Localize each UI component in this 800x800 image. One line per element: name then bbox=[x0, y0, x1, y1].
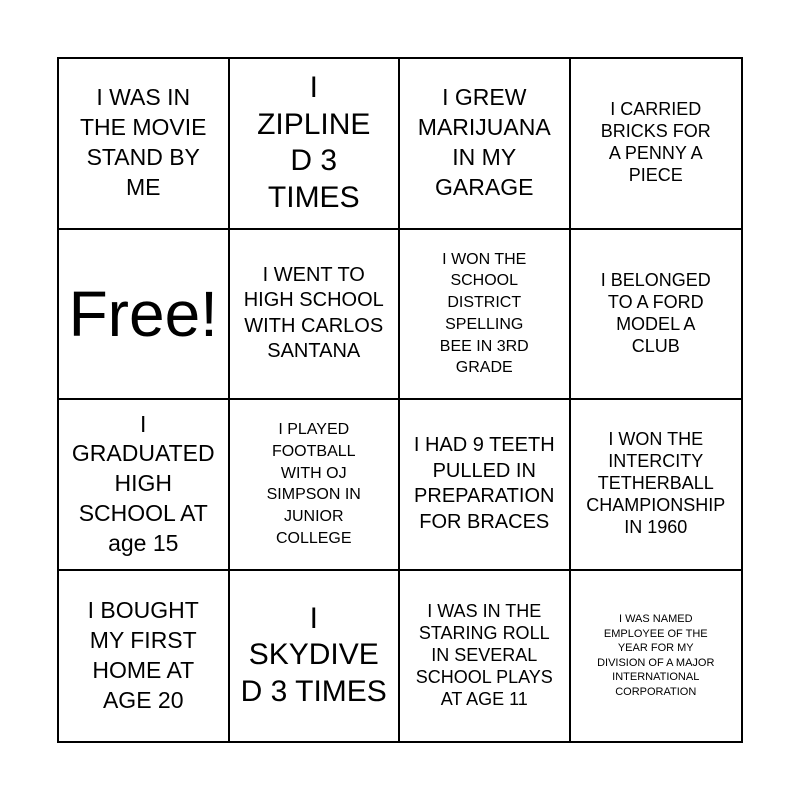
bingo-cell[interactable] bbox=[230, 59, 401, 230]
bingo-cell[interactable] bbox=[230, 400, 401, 571]
bingo-cell[interactable] bbox=[571, 59, 742, 230]
free-space-cell[interactable] bbox=[59, 230, 230, 401]
bingo-cell[interactable] bbox=[230, 571, 401, 742]
cell-label: I BOUGHT MY FIRST HOME AT AGE 20 bbox=[87, 596, 199, 713]
bingo-cell[interactable] bbox=[400, 59, 571, 230]
cell-label: I HAD 9 TEETH PULLED IN PREPARATION FOR BRACES bbox=[413, 434, 555, 533]
bingo-cell[interactable] bbox=[59, 59, 230, 230]
cell-label: I WON THE INTERCITY TETHERBALL CHAMPIONSHIP IN 1960 bbox=[586, 429, 726, 538]
free-space-label: Free! bbox=[68, 277, 218, 350]
cell-label: I GREW MARIJUANA IN MY GARAGE bbox=[417, 84, 551, 201]
cell-label: I PLAYED FOOTBALL WITH OJ SIMPSON IN JUNIOR COLLEGE bbox=[266, 421, 361, 547]
cell-label: I CARRIED BRICKS FOR A PENNY A PIECE bbox=[600, 99, 711, 186]
cell-label: I WAS NAMED EMPLOYEE OF THE YEAR FOR MY DIVISION OF A MAJOR INTERNATIONAL CORPORATION bbox=[597, 612, 715, 698]
bingo-cell[interactable] bbox=[59, 400, 230, 571]
cell-label: I WAS IN THE MOVIE STAND BY ME bbox=[79, 84, 207, 201]
cell-label: I WON THE SCHOOL DISTRICT SPELLING BEE IN 3RD GRADE bbox=[439, 250, 529, 377]
bingo-cell[interactable] bbox=[230, 230, 401, 401]
cell-label: I BELONGED TO A FORD MODEL A CLUB bbox=[600, 269, 711, 356]
cell-label: I SKYDIVED 3 TIMES bbox=[240, 601, 387, 709]
bingo-cell[interactable] bbox=[400, 230, 571, 401]
cell-label: I ZIPLINED 3 TIMES bbox=[257, 71, 371, 214]
bingo-cell[interactable] bbox=[400, 400, 571, 571]
bingo-board bbox=[57, 57, 743, 743]
bingo-cell[interactable] bbox=[59, 571, 230, 742]
bingo-cell[interactable] bbox=[571, 571, 742, 742]
bingo-cell[interactable] bbox=[571, 230, 742, 401]
bingo-cell[interactable] bbox=[400, 571, 571, 742]
cell-label: I WENT TO HIGH SCHOOL WITH CARLOS SANTANA bbox=[243, 263, 384, 363]
cell-label: I GRADUATED HIGH SCHOOL AT age 15 bbox=[71, 410, 215, 557]
cell-label: I WAS IN THE STARING ROLL IN SEVERAL SCHOOL PLAYS AT AGE 11 bbox=[415, 600, 553, 709]
bingo-cell[interactable] bbox=[571, 400, 742, 571]
